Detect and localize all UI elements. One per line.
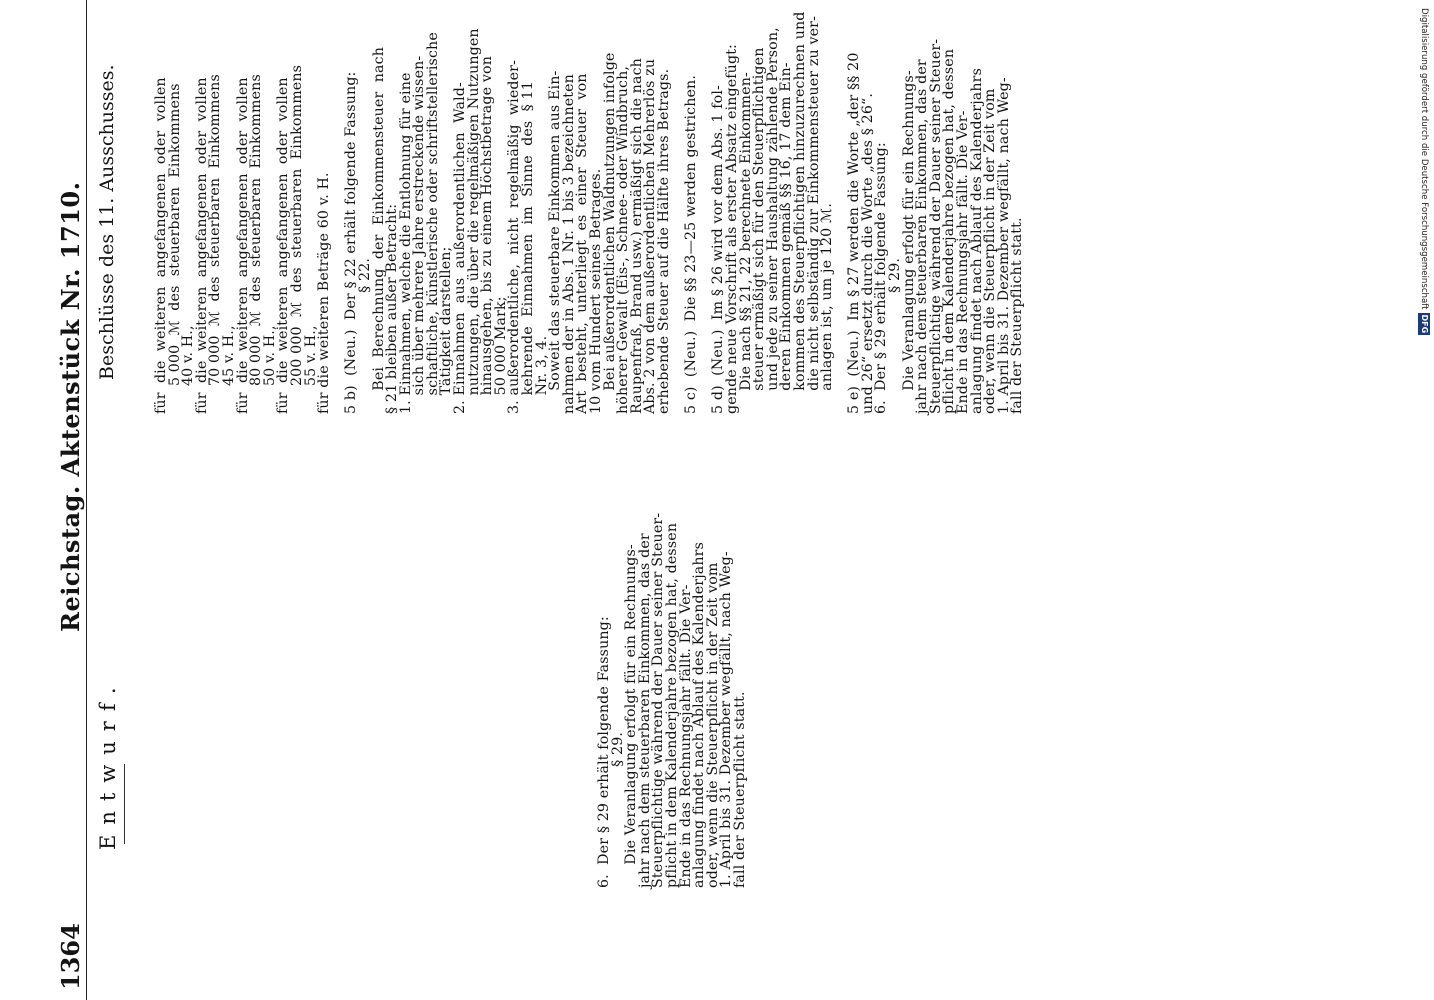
text-line: § 29. [887,257,904,414]
text-line: 40 v. H., [180,325,197,414]
text-line: 5 d) (Neu.) Im § 26 wird vor dem Abs. 1 fol- [710,85,727,414]
text-line: nutzungen, die über die regelmäßigen Nutzungen [465,28,482,414]
text-line: Tätigkeit darstellen; [438,246,455,414]
text-line: jahr nach dem steuerbaren Einkommen, das der [636,533,653,888]
text-line: für die weiteren angefangenen oder vollen [275,77,292,414]
text-line: 5 e) (Neu.) Im § 27 werden die Worte „der §§ 20 [846,52,863,414]
left-title-rule [124,764,125,844]
right-column-title: Beschlüsse des 11. Ausschusses. [96,64,118,380]
text-line: 5 000 ℳ des steuerbaren Einkommens [166,83,183,414]
text-line: 6. Der § 29 erhält folgende Fassung: [873,142,890,414]
text-line: 2. Einnahmen aus außerordentlichen Wald- [452,82,469,414]
digitization-note: Digitalisierung gefördert durch die Deutsche Forschungsgemeinschaft [1419,8,1429,310]
text-line: Steuerpflichtige während der Dauer seiner Steuer- [927,38,944,414]
text-line: steuer ermäßigt sich für den Steuerpflichtigen [751,47,768,414]
text-line: 55 v. H., [302,325,319,414]
text-line: 50 000 Mark; [492,296,509,414]
text-line: 200 000 ℳ des steuerbaren Einkommens [288,64,305,414]
text-line: schaftliche, künstlerische oder schriftstellerische [424,32,441,414]
text-line: für die weiteren angefangenen oder vollen [234,77,251,414]
text-line: 70 000 ℳ des steuerbaren Einkommens [207,74,224,414]
page-number: 1364 [56,923,85,990]
text-line: oder, wenn die Steuerpflicht in der Zeit vom [982,88,999,414]
text-line: und 26“ ersetzt durch die Worte „des § 26“. [859,92,876,414]
text-line: die nicht selbständig zur Einkommensteuer zu ver- [805,15,822,414]
text-line: fall der Steuerpflicht statt. [1009,217,1026,414]
digitization-credit [1418,8,1432,398]
text-line: 10 vom Hundert seines Betrages. [588,168,604,414]
text-line: Die Veranlagung erfolgt für ein Rechnungs- [623,544,640,888]
text-line: nahmen der in Abs. 1 Nr. 1 bis 3 bezeichneten [560,74,577,414]
left-column-text [598,513,748,888]
text-line: 1. Einnahmen, welche die Entlohnung für eine [397,72,414,414]
text-line: und jede zu seiner Haushaltung zählende Person, [764,27,781,414]
text-line: Die nach §§ 21, 22 berechnete Einkommen- [737,72,754,414]
text-line: für die weiteren angefangenen oder vollen [193,77,210,414]
text-line: pflicht in dem Kalenderjahre bezogen hat, dessen [663,522,680,888]
text-line: jahr nach dem steuerbaren Einkommen, das der [914,59,931,414]
text-line: Nr. 3, 4. [533,335,550,414]
header-rule [86,0,87,1000]
text-line: § 29. [609,731,626,888]
text-line: 45 v. H., [220,325,237,414]
text-line: hinausgehen, bis zu einem Höchstbetrage von [479,56,496,414]
text-line: pflicht in dem Kalenderjahre bezogen hat, dessen [941,48,958,414]
text-line: § 21 bleiben außer Betracht: [384,203,401,414]
text-line: Bei Berechnung der Einkommensteuer nach [370,46,387,414]
text-line: § 22. [356,257,373,414]
text-line: Ende in das Rechnungsjahr fällt. Die Ver- [955,110,972,414]
text-line: oder, wenn die Steuerpflicht in der Zeit vom [704,562,721,888]
text-line: Abs. 2 von dem außerordentlichen Mehrerlös zu [642,58,659,414]
text-line: anlagung findet nach Ablauf des Kalenderjahrs [691,541,708,888]
text-line: anlagen ist, um je 120 ℳ. [819,203,836,414]
text-line: kommen des Steuerpflichtigen hinzuzurechnen und [791,11,808,414]
text-line: sich über mehrere Jahre erstreckende wissen- [411,55,428,414]
text-line: 1. April bis 31. Dezember wegfällt, nach Weg- [995,77,1012,414]
text-line: für die weiteren angefangenen oder vollen [153,77,169,414]
text-line: anlagung findet nach Ablauf des Kalenderjahrs [968,67,985,414]
running-title: Reichstag. Aktenstück Nr. 1710. [56,181,85,632]
text-line: 50 v. H., [261,325,278,414]
dfg-logo: DFG [1420,314,1429,334]
text-line: für die weiteren Beträge 60 v. H. [316,172,333,414]
text-line: 5 c) (Neu.) Die §§ 23—25 werden gestrichen. [683,74,700,414]
text-line: 3. außerordentliche, nicht regelmäßig wieder- [506,59,523,414]
text-line: 5 b) (Neu.) Der § 22 erhält folgende Fassung: [343,71,360,414]
text-line: Raupenfraß, Brand usw.) ermäßigt sich die nach [628,58,645,414]
text-line: 80 000 ℳ des steuerbaren Einkommens [248,74,265,414]
text-line: Bei außerordentlichen Waldnutzungen infolge [601,52,618,414]
text-line: Steuerpflichtige während der Dauer seiner Steuer- [650,512,667,888]
text-line: gende neue Vorschrift als erster Absatz eingefügt: [723,44,740,414]
right-column-text [155,11,1025,414]
text-line: Soweit das steuerbare Einkommen aus Ein- [547,70,564,414]
left-column-title: Entwurf. [96,677,120,850]
text-line: 1. April bis 31. Dezember wegfällt, nach Weg- [718,551,735,888]
text-line: höherer Gewalt (Eis-, Schnee- oder Windbruch, [615,65,632,414]
text-line: deren Einkommen gemäß §§ 16, 17 dem Ein- [778,62,795,414]
text-line: 6. Der § 29 erhält folgende Fassung: [596,616,612,888]
text-line: Ende in das Rechnungsjahr fällt. Die Ver- [677,584,694,888]
text-line: Art besteht, unterliegt es einer Steuer von [574,73,591,414]
text-line: fall der Steuerpflicht statt. [731,691,748,888]
text-line: Die Veranlagung erfolgt für ein Rechnungs- [900,70,917,414]
text-line: erhebende Steuer auf die Hälfte ihres Betrags. [655,68,672,414]
text-line: kehrende Einnahmen im Sinne des § 11 [520,81,537,414]
